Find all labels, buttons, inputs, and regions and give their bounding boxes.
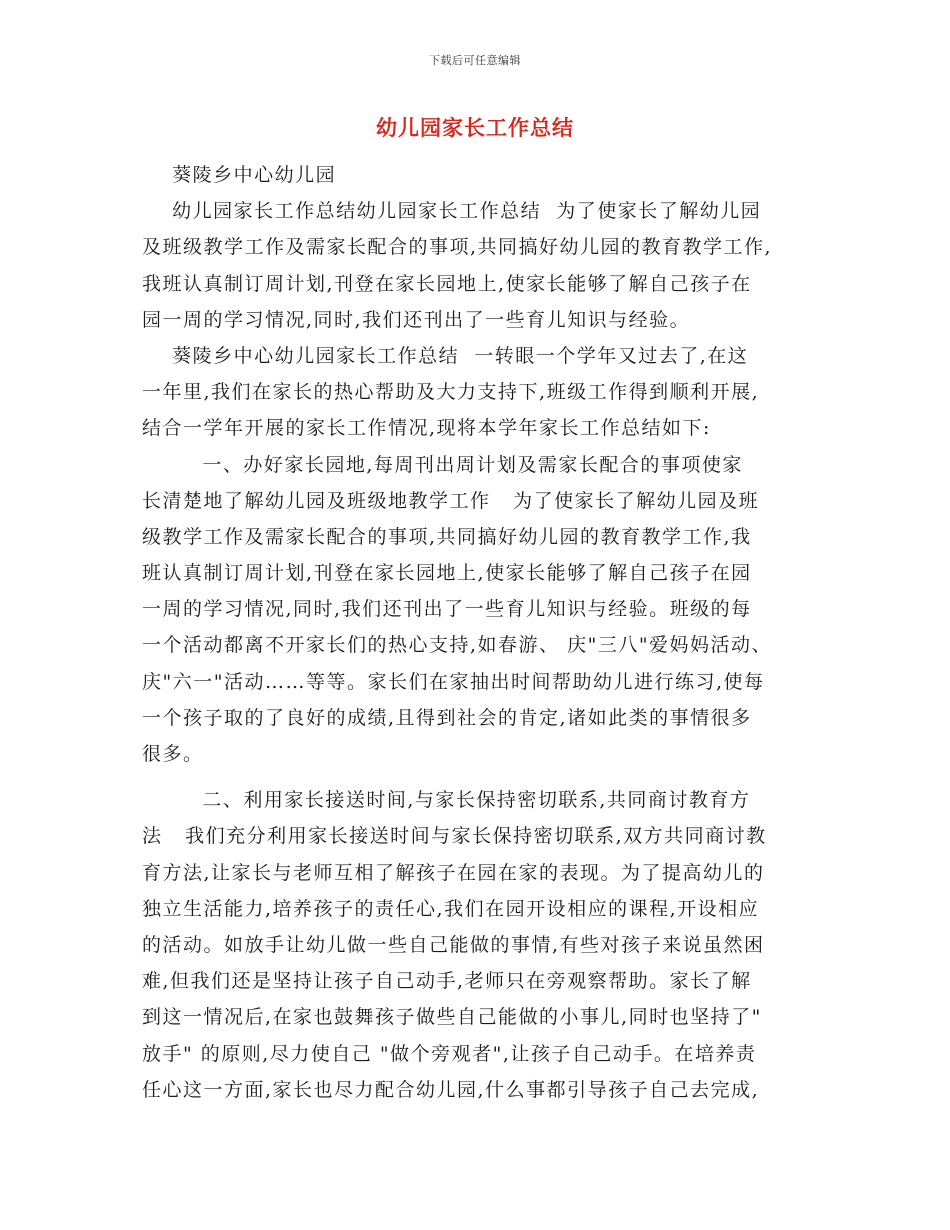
- header-note: 下载后可任意编辑: [429, 54, 521, 67]
- text-line: 难,但我们还是坚持让孩子自己动手,老师只在旁观察帮助。家长了解: [142, 970, 752, 993]
- text-line: 班认真制订周计划,刊登在家长园地上,使家长能够了解自己孩子在园: [142, 562, 752, 585]
- text-line: 一周的学习情况,同时,我们还刊出了一些育儿知识与经验。班级的每: [142, 598, 752, 621]
- text-line: 二、利用家长接送时间,与家长保持密切联系,共同商讨教育方: [142, 789, 751, 812]
- text-line: 结合一学年开展的家长工作情况,现将本学年家长工作总结如下:: [142, 417, 711, 440]
- text-line: 一年里,我们在家长的热心帮助及大力支持下,班级工作得到顺利开展,: [142, 381, 760, 404]
- text-line: 育方法,让家长与老师互相了解孩子在园在家的表现。为了提高幼儿的: [142, 861, 765, 884]
- text-line: 独立生活能力,培养孩子的责任心,我们在园开设相应的课程,开设相应: [142, 897, 760, 920]
- paragraph-gap: [142, 772, 812, 782]
- text-line: 一、办好家长园地,每周刊出周计划及需家长配合的事项使家: [142, 453, 743, 476]
- text-line: 到这一情况后,在家也鼓舞孩子做些自己能做的小事儿,同时也坚持了": [142, 1006, 762, 1029]
- text-line: 庆"六一"活动……等等。家长们在家抽出时间帮助幼儿进行练习,使每: [142, 670, 765, 693]
- text-line: 一个活动都离不开家长们的热心支持,如春游、 庆"三八"爱妈妈活动、: [142, 634, 773, 657]
- text-line: 长清楚地了解幼儿园及班级地教学工作 为了使家长了解幼儿园及班: [142, 489, 760, 512]
- text-line: 放手" 的原则,尽力使自己 "做个旁观者",让孩子自己动手。在培养责: [142, 1042, 757, 1065]
- text-line: 及班级教学工作及需家长配合的事项,共同搞好幼儿园的教育教学工作,: [142, 236, 773, 259]
- text-line: 很多。: [142, 743, 204, 765]
- text-line: 葵陵乡中心幼儿园: [142, 164, 337, 186]
- document-body: [142, 157, 812, 1108]
- text-line: 的活动。如放手让幼儿做一些自己能做的事情,有些对孩子来说虽然困: [142, 933, 765, 956]
- text-line: 我班认真制订周计划,刊登在家长园地上,使家长能够了解自己孩子在: [142, 272, 752, 295]
- text-line: 任心这一方面,家长也尽力配合幼儿园,什么事都引导孩子自己去完成,: [142, 1078, 760, 1101]
- document-title: 幼儿园家长工作总结: [376, 115, 574, 140]
- text-line: 级教学工作及需家长配合的事项,共同搞好幼儿园的教育教学工作,我: [142, 525, 752, 548]
- text-line: 法 我们充分利用家长接送时间与家长保持密切联系,双方共同商讨教: [142, 825, 767, 848]
- text-line: 园一周的学习情况,同时,我们还刊出了一些育儿知识与经验。: [142, 308, 691, 331]
- text-line: 幼儿园家长工作总结幼儿园家长工作总结 为了使家长了解幼儿园: [142, 200, 762, 223]
- text-line: 一个孩子取的了良好的成绩,且得到社会的肯定,诸如此类的事情很多: [142, 706, 752, 729]
- text-line: 葵陵乡中心幼儿园家长工作总结 一转眼一个学年又过去了,在这: [142, 344, 749, 367]
